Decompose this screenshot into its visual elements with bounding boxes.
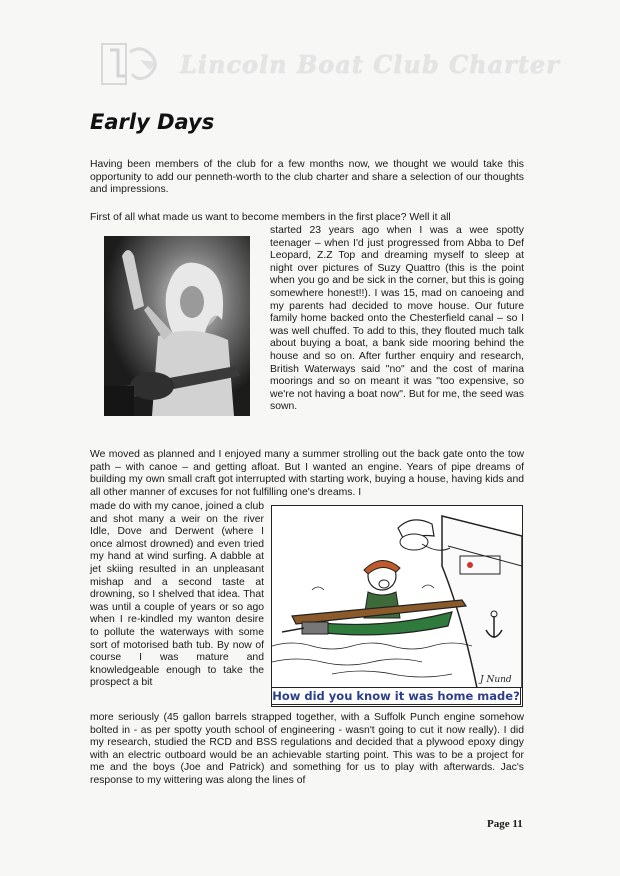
paragraph-lead-line: First of all what made us want to become members in the first place? Well it all — [90, 212, 451, 223]
cartoon-illustration — [271, 505, 523, 707]
paragraph-research: more seriously (45 gallon barrels strapped together, with a Suffolk Punch engine somehow bolted in - as per spotty youth school of engineering - wasn't going to cut it now really). I did my research, studied the RCD and BSS regulations and decided that a plywood epoxy dingy with an electric outboard would be an achievable starting point. This was to be a project for me and the boys (Joe and Patrick) and something for us to play with afterwards. Jac's response to my wittering was along the lines of — [90, 712, 524, 786]
paragraph-moved: We moved as planned and I enjoyed many a summer strolling out the back gate onto the tow path – with canoe – and getting afloat. But I wanted an engine. Years of pipe dreams of building my own small craft got interrupted with starting work, buying a house, having kids and all other manner of excuses for not fulfilling one's dreams. I — [90, 449, 524, 498]
cartoon-caption: How did you know it was home made? — [272, 689, 520, 703]
intro-paragraph: Having been members of the club for a few months now, we thought we would take this opportunity to add our penneth-worth to the club charter and share a selection of our thoughts and impressions. — [90, 159, 524, 196]
header-title: Lincoln Boat Club Charter — [180, 50, 560, 79]
canoe-cartoon-drawing — [272, 506, 522, 688]
club-logo-icon — [100, 40, 170, 88]
page-title: Early Days — [90, 110, 215, 134]
header-banner — [100, 40, 560, 88]
cartoonist-signature: J Nund — [480, 675, 512, 685]
concert-photo — [104, 236, 250, 416]
paragraph-canoe-column: made do with my canoe, joined a club and shot many a weir on the river Idle, Dove and Derwent (where I once almost drowned) and even tried my hand at wind surfing. A dabble at jet skiing resulted in an unpleasant mishap and a second taste at drowning, so I shelved that idea. That was until a couple of years or so ago when I re-kindled my wanton desire to pollute the waterways with some sort of motorised bath tub. By now of course I was mature and knowledgeable enough to take the prospect a bit — [90, 501, 264, 689]
guitarist-photo-illustration — [104, 236, 250, 416]
page-number: Page 11 — [487, 818, 523, 830]
paragraph-story-column: started 23 years ago when I was a wee spotty teenager – when I'd just progressed from Abba to Def Leopard, Z.Z Top and dreaming myself to sleep at night over pictures of Suzy Quattro (this is the point when you go and be sick in the corner, but this is going somewhere honest!!). I was 15, mad on canoeing and my parents had decided to move house. Our future family home backed onto the Chesterfield canal – so I was well chuffed. To add to this, they flouted much talk about buying a boat, a bank side mooring behind the house and so on. After further enquiry and research, British Waterways said "no" and the cost of marina moorings and so on meant it was "too expensive, so we're not having a boat now". But for me, the seed was sown. — [270, 225, 524, 413]
